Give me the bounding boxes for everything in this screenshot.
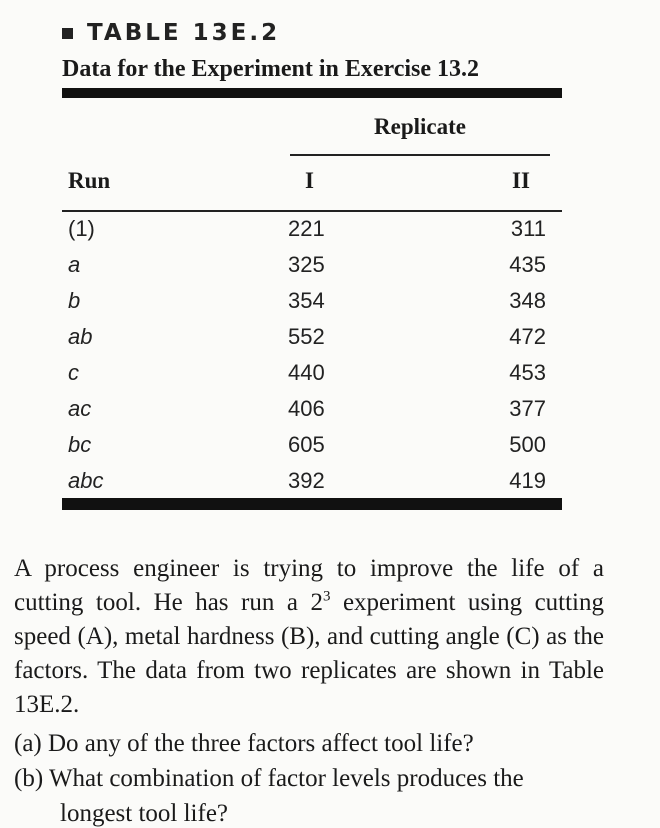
run-label: bc [68,432,92,457]
replicate-1-value: 605 [288,432,325,457]
replicate-1-value: 325 [288,252,325,277]
replicate-header: Replicate [374,114,466,139]
replicate-2-value: 453 [509,360,546,385]
run-label: a [68,252,81,277]
table-caption: Data for the Experiment in Exercise 13.2 [62,56,480,82]
question-b: (b) What combination of factor levels produces the [14,765,524,792]
replicate-2-value: 419 [509,468,546,493]
square-bullet-icon [62,28,73,39]
replicate-1-value: 552 [288,324,325,349]
table-label-text: TABLE 13E.2 [87,20,281,46]
run-label: ac [68,396,92,421]
problem-paragraph [14,552,604,722]
table-bottom-rule [62,498,562,510]
replicate-1-value: 221 [288,216,325,241]
table-top-rule [62,88,562,98]
replicate-2-value: 472 [509,324,546,349]
replicate-2-value: 311 [510,216,546,241]
paragraph-text-end: experiment using cutting speed (A), metal hardness (B), and cutting angle (C) as the factors. The data from two replicates are shown in Table 13E.2. [14,589,604,718]
table-row [62,288,562,324]
run-label: (1) [68,216,95,241]
replicate-1-value: 440 [288,360,325,385]
table-row [62,360,562,396]
run-label: abc [68,468,104,493]
run-label: ab [68,324,93,349]
table-row [62,216,562,252]
replicate-2-header: II [512,168,530,193]
paragraph-exponent: 3 [322,588,331,605]
header-rule [62,210,562,212]
replicate-2-value: 500 [509,432,546,457]
question-b-continued: longest tool life? [60,800,229,827]
run-label: b [68,288,81,313]
table-label [62,20,280,46]
replicate-1-value: 392 [288,468,325,493]
run-header: Run [68,168,111,193]
replicate-2-value: 348 [509,288,546,313]
paragraph-text-start: A process engineer is trying to improve the life of a cutting tool. He has run a 2 [14,555,604,616]
replicate-rule [290,154,550,156]
replicate-2-value: 435 [509,252,546,277]
table-row [62,252,562,288]
question-a: (a) Do any of the three factors affect tool life? [14,730,474,757]
replicate-1-value: 406 [288,396,325,421]
replicate-1-header: I [305,168,314,193]
table-row [62,432,562,468]
table-row [62,396,562,432]
replicate-2-value: 377 [509,396,546,421]
run-label: c [68,360,79,385]
table-row [62,324,562,360]
replicate-1-value: 354 [288,288,325,313]
